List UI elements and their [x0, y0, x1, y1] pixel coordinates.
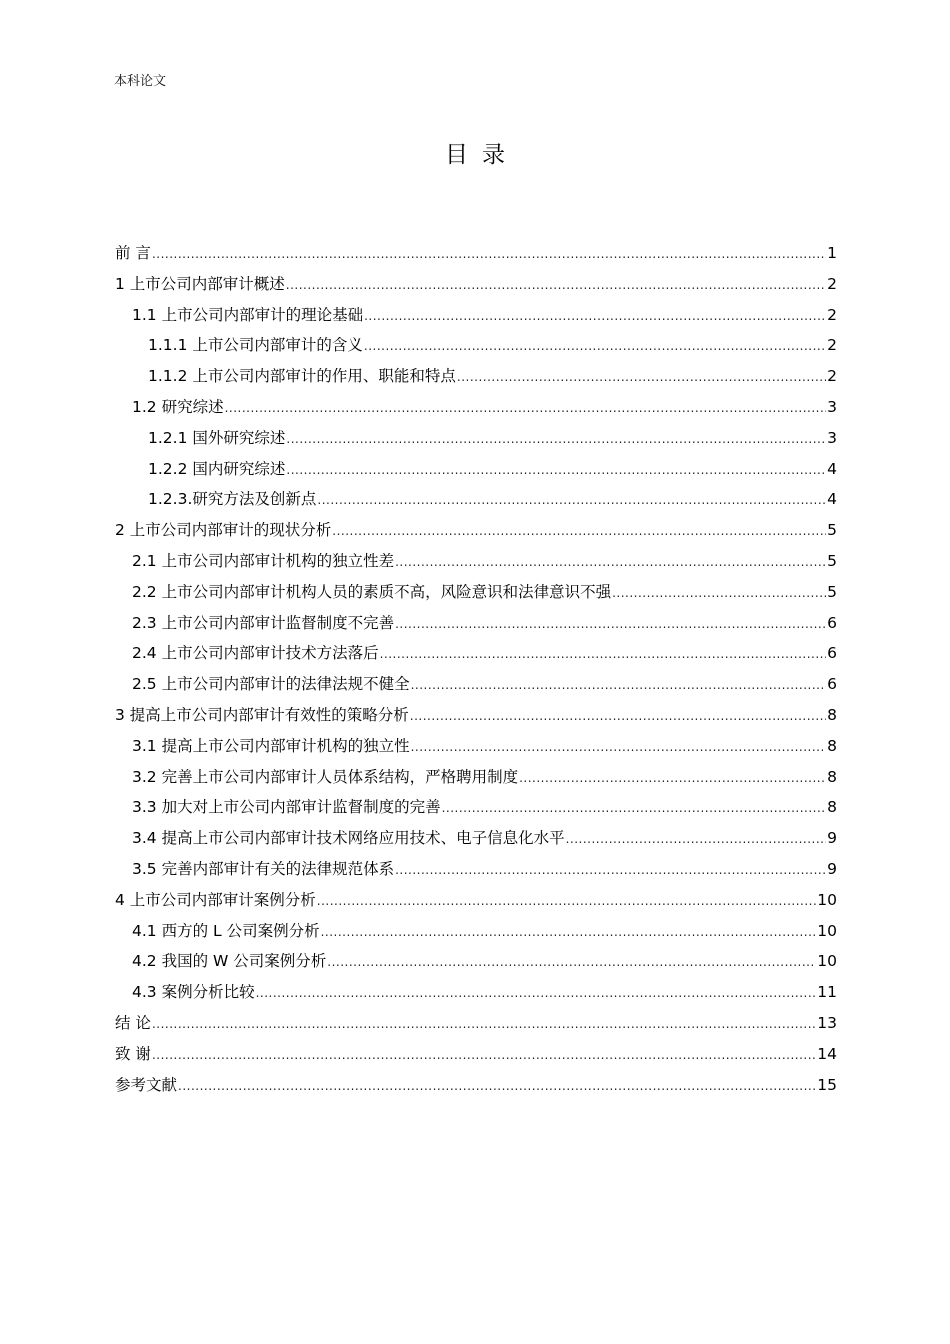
- toc-entry[interactable]: [115, 854, 837, 885]
- toc-entry-page-number: 9: [827, 829, 837, 848]
- toc-entry-title: 结 论: [115, 1013, 151, 1032]
- toc-entry[interactable]: [115, 731, 837, 762]
- toc-dot-leader: [286, 270, 826, 301]
- toc-entry-title: 参考文献: [115, 1075, 178, 1094]
- toc-dot-leader: [395, 547, 826, 578]
- toc-entry-title: 2.3 上市公司内部审计监督制度不完善: [132, 613, 395, 632]
- toc-dot-leader: [152, 1040, 816, 1071]
- toc-dot-leader: [457, 362, 826, 393]
- toc-entry-page-number: 9: [827, 859, 837, 878]
- toc-entry-page-number: 11: [817, 983, 837, 1002]
- toc-dot-leader: [364, 301, 826, 332]
- toc-entry[interactable]: [115, 669, 837, 700]
- toc-dot-leader: [395, 855, 826, 886]
- toc-entry-page-number: 2: [827, 274, 837, 293]
- toc-entry-title: 3 提高上市公司内部审计有效性的策略分析: [115, 705, 409, 724]
- toc-dot-leader: [152, 239, 826, 270]
- toc-dot-leader: [612, 578, 826, 609]
- toc-entry-title: 前 言: [115, 244, 151, 262]
- toc-entry-title: 1.2 研究综述: [132, 397, 224, 416]
- toc-entry-title: 1.1.2 上市公司内部审计的作用、职能和特点: [148, 367, 456, 386]
- toc-entry[interactable]: [115, 1008, 837, 1039]
- toc-entry-page-number: 3: [827, 428, 837, 447]
- toc-entry[interactable]: [115, 977, 837, 1008]
- toc-dot-leader: [225, 393, 827, 424]
- toc-entry-page-number: 10: [817, 952, 837, 971]
- toc-entry-title: 3.5 完善内部审计有关的法律规范体系: [132, 859, 395, 878]
- toc-entry[interactable]: [115, 454, 837, 485]
- toc-entry-title: 2.5 上市公司内部审计的法律法规不健全: [132, 675, 410, 694]
- toc-entry-page-number: 5: [827, 551, 837, 570]
- toc-dot-leader: [566, 824, 827, 855]
- toc-entry[interactable]: [115, 946, 837, 977]
- toc-dot-leader: [332, 516, 826, 547]
- toc-entry-title: 1.2.1 国外研究综述: [148, 428, 286, 447]
- toc-entry[interactable]: [115, 238, 837, 269]
- toc-dot-leader: [317, 485, 826, 516]
- toc-entry-page-number: 2: [827, 367, 837, 386]
- toc-entry[interactable]: [115, 546, 837, 577]
- toc-entry[interactable]: [115, 762, 837, 793]
- toc-dot-leader: [410, 701, 826, 732]
- toc-dot-leader: [178, 1071, 816, 1102]
- toc-dot-leader: [395, 609, 826, 640]
- toc-entry-page-number: 2: [827, 305, 837, 324]
- toc-entry-title: 1.2.3.研究方法及创新点: [148, 490, 317, 509]
- toc-entry-title: 3.1 提高上市公司内部审计机构的独立性: [132, 736, 410, 755]
- toc-entry[interactable]: [115, 330, 837, 361]
- toc-entry[interactable]: [115, 423, 837, 454]
- toc-entry-title: 2.1 上市公司内部审计机构的独立性差: [132, 551, 395, 570]
- toc-dot-leader: [256, 978, 817, 1009]
- toc-entry-title: 2.4 上市公司内部审计技术方法落后: [132, 644, 379, 663]
- toc-entry-page-number: 1: [827, 244, 837, 262]
- toc-entry-title: 致 谢: [115, 1044, 151, 1063]
- toc-entry-page-number: 4: [827, 459, 837, 478]
- toc-entry-page-number: 10: [817, 890, 837, 909]
- toc-entry-page-number: 10: [817, 921, 837, 940]
- toc-entry-page-number: 2: [827, 336, 837, 355]
- toc-entry-title: 1.1.1 上市公司内部审计的含义: [148, 336, 363, 355]
- toc-entry[interactable]: [115, 392, 837, 423]
- toc-entry[interactable]: [115, 484, 837, 515]
- toc-entry[interactable]: [115, 792, 837, 823]
- toc-entry[interactable]: [115, 700, 837, 731]
- toc-entry-title: 4.2 我国的 W 公司案例分析: [132, 952, 327, 971]
- toc-entry-page-number: 13: [817, 1013, 837, 1032]
- toc-entry-title: 3.3 加大对上市公司内部审计监督制度的完善: [132, 798, 441, 817]
- page-title: 目录: [445, 142, 519, 168]
- toc-entry-page-number: 14: [817, 1044, 837, 1063]
- toc-entry[interactable]: [115, 1039, 837, 1070]
- toc-dot-leader: [327, 947, 816, 978]
- toc-entry[interactable]: [115, 300, 837, 331]
- toc-entry[interactable]: [115, 638, 837, 669]
- toc-entry-title: 1.2.2 国内研究综述: [148, 459, 286, 478]
- toc-entry-page-number: 6: [827, 644, 837, 663]
- toc-dot-leader: [380, 639, 827, 670]
- toc-dot-leader: [286, 455, 826, 486]
- page-header: 本科论文: [114, 74, 167, 89]
- table-of-contents: [115, 238, 837, 1100]
- toc-entry-title: 1 上市公司内部审计概述: [115, 274, 285, 293]
- toc-entry[interactable]: [115, 269, 837, 300]
- toc-entry-page-number: 8: [827, 705, 837, 724]
- toc-entry[interactable]: [115, 885, 837, 916]
- toc-entry-page-number: 3: [827, 397, 837, 416]
- toc-entry[interactable]: [115, 515, 837, 546]
- toc-entry-page-number: 8: [827, 767, 837, 786]
- toc-entry[interactable]: [115, 577, 837, 608]
- toc-entry-title: 3.2 完善上市公司内部审计人员体系结构，严格聘用制度: [132, 767, 519, 786]
- toc-entry-page-number: 8: [827, 798, 837, 817]
- toc-entry-title: 2.2 上市公司内部审计机构人员的素质不高，风险意识和法律意识不强: [132, 582, 612, 601]
- toc-entry-page-number: 5: [827, 521, 837, 540]
- toc-dot-leader: [364, 331, 826, 362]
- toc-entry[interactable]: [115, 1070, 837, 1101]
- toc-dot-leader: [411, 732, 827, 763]
- toc-dot-leader: [152, 1009, 816, 1040]
- toc-dot-leader: [442, 793, 827, 824]
- toc-entry-title: 1.1 上市公司内部审计的理论基础: [132, 305, 364, 324]
- toc-entry-page-number: 8: [827, 736, 837, 755]
- toc-entry-page-number: 4: [827, 490, 837, 509]
- toc-dot-leader: [519, 763, 826, 794]
- toc-dot-leader: [321, 917, 817, 948]
- toc-entry-page-number: 5: [827, 582, 837, 601]
- toc-dot-leader: [286, 424, 826, 455]
- toc-entry-title: 2 上市公司内部审计的现状分析: [115, 521, 332, 540]
- toc-entry-page-number: 6: [827, 675, 837, 694]
- toc-dot-leader: [411, 670, 827, 701]
- toc-entry[interactable]: [115, 361, 837, 392]
- toc-entry[interactable]: [115, 608, 837, 639]
- toc-entry-title: 4.3 案例分析比较: [132, 983, 255, 1002]
- toc-entry-page-number: 15: [817, 1075, 837, 1094]
- toc-entry-title: 3.4 提高上市公司内部审计技术网络应用技术、电子信息化水平: [132, 829, 565, 848]
- toc-entry-title: 4.1 西方的 L 公司案例分析: [132, 921, 320, 940]
- toc-entry[interactable]: [115, 916, 837, 947]
- toc-entry-page-number: 6: [827, 613, 837, 632]
- toc-dot-leader: [317, 886, 816, 917]
- toc-entry-title: 4 上市公司内部审计案例分析: [115, 890, 316, 909]
- toc-entry[interactable]: [115, 823, 837, 854]
